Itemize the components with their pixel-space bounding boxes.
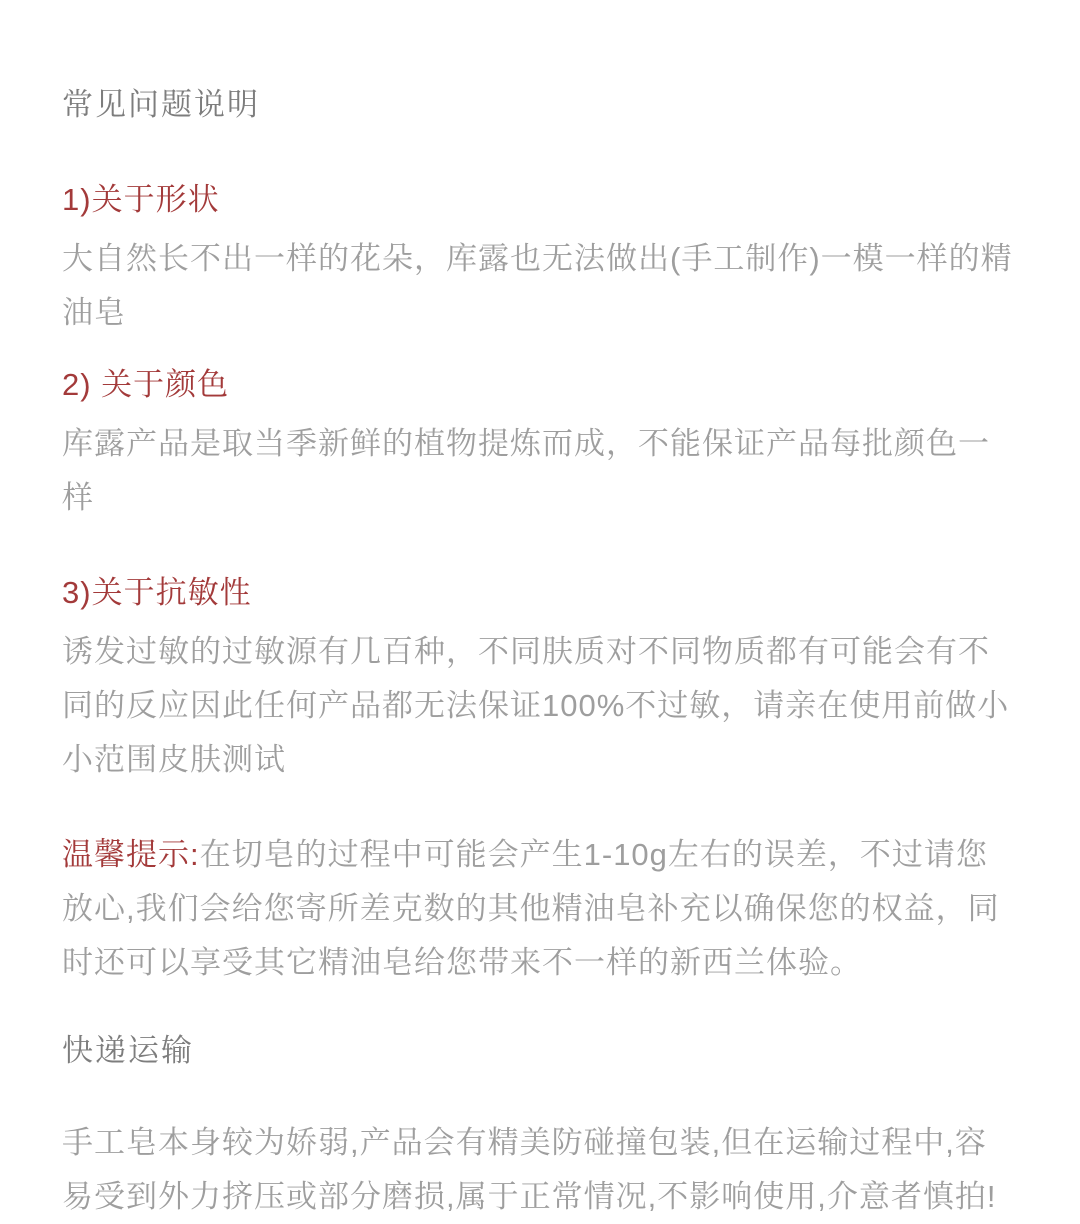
faq-item-sensitivity [62,573,1018,787]
warm-tip-label: 温馨提示: [62,837,200,872]
shipping-body: 手工皂本身较为娇弱,产品会有精美防碰撞包装,但在运输过程中,容易受到外力挤压或部分磨损,属于正常情况,不影响使用,介意者慎拍! [62,1125,997,1214]
warm-tip-paragraph [62,828,1018,990]
faq-item-body-color: 库露产品是取当季新鲜的植物提炼而成，不能保证产品每批颜色一样 [62,426,990,515]
faq-item-shape [62,180,1018,340]
faq-section-title: 常见问题说明 [62,87,260,122]
shipping-section-title: 快递运输 [62,1033,194,1068]
faq-item-body-shape: 大自然长不出一样的花朵，库露也无法做出(手工制作)一模一样的精油皂 [62,241,1013,330]
faq-item-label-shape: 1)关于形状 [62,182,220,217]
faq-item-label-sensitivity: 3)关于抗敏性 [62,575,252,610]
warm-tip-body: 在切皂的过程中可能会产生1-10g左右的误差，不过请您放心,我们会给您寄所差克数的其他精油皂补充以确保您的权益，同时还可以享受其它精油皂给您带来不一样的新西兰体验。 [62,837,1000,980]
faq-item-color [62,365,1018,525]
faq-item-body-sensitivity: 诱发过敏的过敏源有几百种，不同肤质对不同物质都有可能会有不同的反应因此任何产品都无法保证100%不过敏，请亲在使用前做小小范围皮肤测试 [62,634,1010,777]
faq-item-label-color: 2) 关于颜色 [62,367,230,402]
